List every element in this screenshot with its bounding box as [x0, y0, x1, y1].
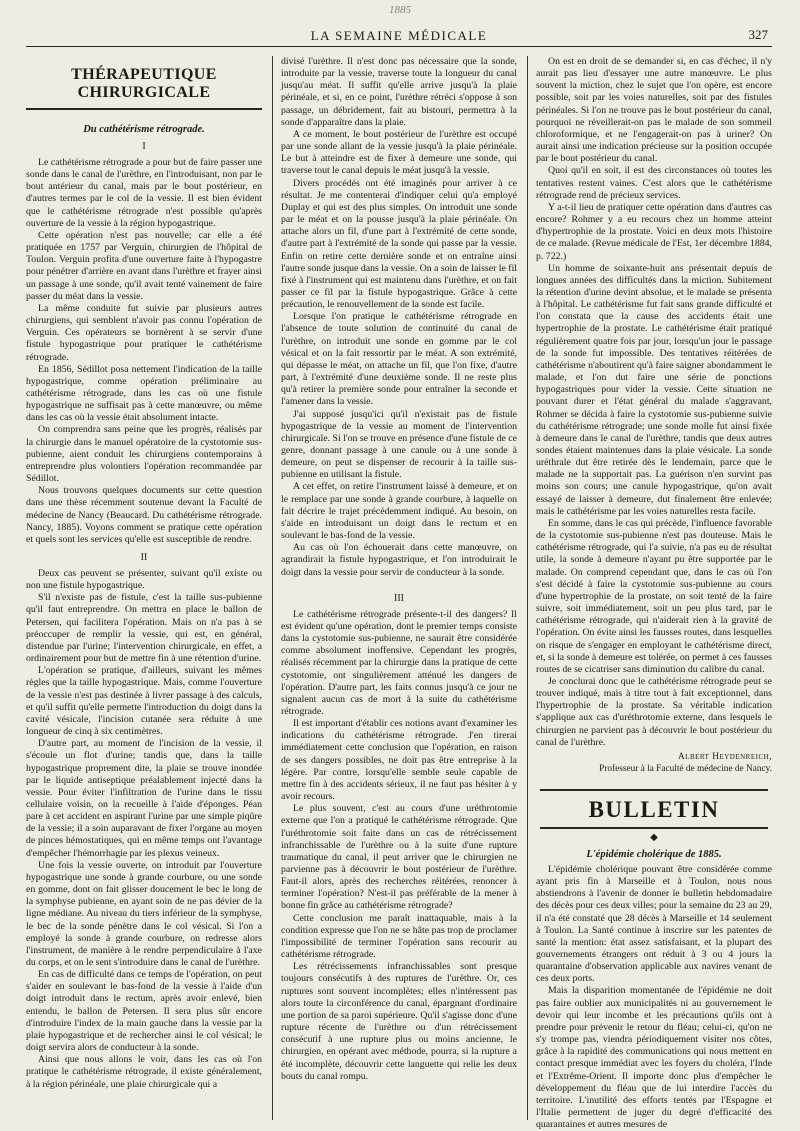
column-2 — [281, 56, 517, 1120]
page-mark: 1885 — [389, 4, 411, 16]
part-number: I — [142, 141, 146, 152]
paragraph: On est en droit de se demander si, en cas d'échec, il n'y aurait pas lieu d'essayer une autre manœuvre. Le plus souvent la miction, chez le sujet que l'on opère, est encore possible, soit par les voies naturelles, soit par des fistules périnéales. Si l'on ne trouve pas le bout postérieur du canal, pourquoi ne réveillerait-on pas le malade de son sommeil chloroformique, et ne l'engagerait-on pas à uriner? On aurait ainsi une indication précieuse sur la position occupée par le bout postérieur du canal. — [536, 56, 772, 165]
paragraph: D'autre part, au moment de l'incision de la vessie, il s'écoule un flot d'urine; tandis que, dans la taille hypogastrique proprement dite, la plaie se trouve inondée par le liquide antiseptique préalablement injecté dans la vessie. Pour éviter l'infiltration de l'urine dans le tissu cellulaire voisin, on la recueille à l'aide d'éponges. Péan pare à cet accident en aspirant l'urine par une simple piqûre de la vessie; il a soin auparavant de fixer l'organe au moyen de pinces hémostatiques, qui en même temps ont l'avantage d'empêcher l'hémorrhagie par les plexus veineux. — [26, 738, 262, 859]
paragraph: En cas de difficulté dans ce temps de l'opération, on peut s'aider en soulevant le bas-fond de la vessie à l'aide d'un doigt introduit dans le rectum, après avoir enlevé, bien entendu, le ballon de Petersen. Il sera plus sûr encore d'introduire l'index de la main gauche dans la vessie par la plaie hypogastrique et de rechercher ainsi le col vésical; le doigt servira alors de conducteur à la sonde. — [26, 969, 262, 1054]
paragraph: On comprendra sans peine que les progrès, réalisés par la chirurgie dans le manuel opératoire de la cystotomie sus-pubienne, aient conduit les chirurgiens contemporains à entreprendre plus volontiers l'opération recommandée par Sédillot. — [26, 424, 262, 485]
paragraph: En 1856, Sédillot posa nettement l'indication de la taille hypogastrique, comme opération préliminaire au cathétérisme rétrograde, dans les cas où une fistule hypogastrique ne suffisait pas à cette manœuvre, ou même dans les cas où la vessie était absolument intacte. — [26, 363, 262, 424]
page-number: 327 — [748, 27, 768, 42]
paragraph: A cet effet, on retire l'instrument laissé à demeure, et on le remplace par une sonde à grande courbure, à laquelle on fait décrire le trajet précédemment indiqué. Au besoin, on s'aide en introduisant un doigt dans le rectum et en soulevant le bas-fond de la vessie. — [281, 481, 517, 542]
paragraph: Je conclurai donc que le cathétérisme rétrograde peut se trouver indiqué, mais à titre tout à fait exceptionnel, dans l'hypertrophie de la prostate. Sa véritable indication s'applique aux cas d'uréthrotomie externe, dans lesquels le chirurgien ne parvient pas à découvrir le bout postérieur du canal de l'urèthre. — [536, 675, 772, 748]
author-name: Albert Heydenreich, — [677, 751, 772, 762]
paragraph: Une fois la vessie ouverte, on introduit par l'ouverture hypogastrique une sonde à grande courbure, ou une sonde en gomme, dont on fait glisser doucement le bec le long de la symphyse pubienne, en ayant soin de ne pas dévier de la ligne médiane. Au niveau du tiers inférieur de la symphyse, le bec de la sonde pénètre dans le col vésical. Si l'on a employé la sonde à grande courbure, on redresse alors l'instrument, de manière à le rendre perpendiculaire à l'axe du corps, et on le sent s'introduire dans le canal de l'urèthre. — [26, 859, 262, 968]
paragraph: Deux cas peuvent se présenter, suivant qu'il existe ou non une fistule hypogastrique. — [26, 568, 262, 592]
paragraph: Au cas où l'on échouerait dans cette manœuvre, on agrandirait la fistule hypogastrique, et l'on introduirait le doigt dans la vessie pour servir de conducteur à la sonde. — [281, 542, 517, 578]
paragraph: En somme, dans le cas qui précède, l'influence favorable de la cystotomie sus-pubienne n'est pas douteuse. Mais le cathétérisme rétrograde, qui l'a suivie, n'a pas eu de résultat utile, la sonde à demeure n'ayant pu être supportée par le malade. On comprend cependant que, dans le cas où l'on s'est décidé à faire la cystotomie sus-pubienne au cours d'une hypertrophie de la prostate, on soit tenté de la faire suivre, soit immédiatement, soit un peu plus tard, par le cathétérisme rétrograde, qui n'aiderait rien à la gravité de l'opération. On évite ainsi les fausses routes, dans lesquelles on risque de s'engager en employant le cathétérisme direct, et, si la sonde à demeure est tolérée, on permet à ces fausses routes de se cicatriser sans diminution du calibre du canal. — [536, 517, 772, 675]
column-3 — [536, 56, 772, 1131]
paragraph: Ainsi que nous allons le voir, dans les cas où l'on pratique le cathétérisme rétrograde, il existe généralement, à la région périnéale, une plaie chirurgicale qui a — [26, 1054, 262, 1090]
paragraph: Cette conclusion me paraît inattaquable, mais à la condition expresse que l'on ne se hâte pas trop de proclamer l'impossibilité de terminer l'opération sans recourir au cathétérisme rétrograde. — [281, 912, 517, 961]
bulletin-header — [540, 789, 768, 829]
article-title: Du cathétérisme rétrograde. — [83, 124, 205, 135]
part-number: II — [140, 552, 148, 563]
paragraph: L'opération se pratique, d'ailleurs, suivant les mêmes règles que la taille hypogastrique. Mais, comme l'ouverture de la vessie n'est pas destinée à livrer passage à des calculs, et qu'il suffit qu'elle permette l'introduction du doigt dans la cavité vésicale, l'incision cutanée sera réduite à une longueur de cinq à six centimètres. — [26, 665, 262, 738]
paragraph: La même conduite fut suivie par plusieurs autres chirurgiens, qui semblent n'avoir pas connu l'opération de Verguin. Ces opérateurs se bornèrent à se servir d'une fistule hypogastrique pour pratiquer le cathétérisme rétrograde. — [26, 302, 262, 363]
bulletin-subtitle: L'épidémie cholérique de 1885. — [586, 848, 722, 860]
paragraph: L'épidémie cholérique pouvant être considérée comme ayant pris fin à Marseille et à Toulon, nous nous abstiendrons à l'avenir de donner le bulletin hebdomadaire des décès pour ces deux villes; pour la semaine du 23 au 29, il n'a été constaté que 28 décès à Marseille et 14 seulement à Toulon. La Santé continue à inscrire sur les patentes de santé la mention: état assez satisfaisant, et la plupart des gouvernements étrangers ont réduit à 3 ou 4 jours la quarantaine d'observation applicable aux navires venant de ces deux ports. — [536, 863, 772, 985]
paragraph: Y a-t-il lieu de pratiquer cette opération dans d'autres cas encore? Rohmer y a eu recours chez un homme atteint d'hypertrophie de la prostate. Voici en deux mots l'histoire de ce malade. (Revue médicale de l'Est, 1er décembre 1884, p. 722.) — [536, 201, 772, 262]
paragraph: Il est important d'établir ces notions avant d'examiner les indications du cathétérisme rétrograde. J'en tirerai immédiatement cette conclusion que l'opération, en raison de ses dangers possibles, ne doit pas être entreprise à la légère. Par contre, lorsqu'elle semble seule capable de mettre fin à des accidents sérieux, il ne faut pas hésiter à y avoir recours. — [281, 718, 517, 803]
paragraph: J'ai supposé jusqu'ici qu'il n'existait pas de fistule hypogastrique de la vessie au moment de l'intervention chirurgicale. Si l'on se trouve en présence d'une fistule de ce genre, donnant passage à une canule ou à une sonde à demeure, on peut se dispenser de recourir à la taille sus-pubienne en utilisant la fistule. — [281, 408, 517, 481]
paragraph: Un homme de soixante-huit ans présentait depuis de longues années des difficultés dans la miction. Subitement la rétention d'urine devint absolue, et le malade se présenta à l'hôpital. Le cathétérisme fut fait sans grande difficulté et l'on constata que la cause des accidents était une hypertrophie de la prostate. Le cathétérisme était pratiqué régulièrement quatre fois par jour, lorsqu'un jour le passage de la sonde fut impossible. Des tentatives réitérées de cathétérisme n'aboutirent qu'à faire saigner abondamment le malade, et l'on dut faire une série de ponctions hypogastriques pour vider la vessie. Cette situation ne pouvant durer et l'état général du malade s'aggravant, Rohmer se décida à faire la cystotomie sus-pubienne suivie du cathétérisme rétrograde; une sonde molle fut ainsi fixée à demeure dans le canal de l'urèthre, tandis que deux autres sondes étaient maintenues dans la plaie vésicale. La sonde uréthrale dut être retirée dès le lendemain, parce que le malade ne la supportait pas. La guérison n'en survint pas moins son cours; une canule hypogastrique, qu'on avait essayé de laisser à demeure, dut finalement être enlevée; mais le cathétérisme par les voies naturelles resta facile. — [536, 262, 772, 517]
section-title: THÉRAPEUTIQUE CHIRURGICALE — [26, 66, 262, 110]
paragraph: Cette opération n'est pas nouvelle; car elle a été pratiquée en 1757 par Verguin, chirurgien de l'hôpital de Toulon. Verguin profita d'une ouverture faite à l'hypogastre pour pénétrer d'arrière en avant dans l'urèthre et frayer ainsi un passage à une sonde, qu'il avait tenté vainement de faire passer du méat dans la vessie. — [26, 229, 262, 302]
paragraph: Divers procédés ont été imaginés pour arriver à ce résultat. Je me contenterai d'indiquer celui qu'a employé Duplay et qui est des plus simples. On introduit une sonde par le méat et on la pousse jusqu'à la plaie périnéale. On attache alors un fil, d'une part à l'extrémité de cette sonde, d'autre part à l'extrémité de la sonde qui passe par la vessie. Enfin on retire cette dernière sonde et on entraîne ainsi l'autre sonde jusque dans la vessie. On a soin de laisser le fil fixé à l'instrument qui est maintenu dans l'urèthre, et on fait passer ce fil par la fistule hypogastrique. Grâce à cette précaution, le renouvellement de la sonde est facile. — [281, 177, 518, 311]
article-columns — [26, 56, 772, 1131]
paragraph: Le cathétérisme rétrograde présente-t-il des dangers? Il est évident qu'une opération, dont le premier temps consiste dans la cystotomie sus-pubienne, ne saurait être considérée comme absolument inoffensive. Cependant les progrès, réalisés récemment par la chirurgie dans la pratique de cette cystotomie, ont singulièrement atténué les dangers de l'opération. D'autre part, les faits connus jusqu'à ce jour ne signalent aucun cas de mort à la suite du cathétérisme rétrograde. — [281, 608, 517, 717]
column-rule — [272, 56, 273, 1120]
author-role: Professeur à la Faculté de médecine de Nancy. — [599, 763, 772, 774]
paragraph: divisé l'urèthre. Il n'est donc pas nécessaire que la sonde, introduite par la vessie, traverse toute la longueur du canal jusqu'au méat. Il suffit qu'elle arrive jusqu'à la plaie périnéale, et si, en ce point, l'urèthre rétréci s'oppose à son passage, un débridement, fait au bistouri, permettra à la sonde d'apparaître dans la plaie. — [281, 56, 517, 128]
paragraph: Mais la disparition momentanée de l'épidémie ne doit pas faire oublier aux municipalités ni au gouvernement le devoir qui leur incombe et les précautions qu'ils ont à prendre pour prévenir le retour du fléau; celui-ci, qu'on ne s'y trompe pas, viendra périodiquement visiter nos côtes, grâce à la rapidité des communications qui nous mettent en contact presque immédiat avec les foyers du choléra, l'Inde et l'Extrême-Orient. Il importe donc plus d'empêcher le développement du fléau que de lui interdire l'accès du territoire. L'inutilité des efforts tentés par l'Espagne et l'Italie permettent de juger du degré d'efficacité des quarantaines et autres mesures de — [536, 985, 772, 1131]
paragraph: S'il n'existe pas de fistule, c'est la taille sus-pubienne qu'il faut entreprendre. On mettra en place le ballon de Petersen, qui facilitera l'opération. Mais on n'a pas à se préoccuper de remplir la vessie, qui est, en général, distendue par l'urine; l'intervention chirurgicale, en effet, a ordinairement pour but de mettre fin à une rétention d'urine. — [26, 592, 262, 665]
journal-title: LA SEMAINE MÉDICALE — [310, 28, 488, 43]
paragraph: Le plus souvent, c'est au cours d'une uréthrotomie externe que l'on a pratiqué le cathétérisme rétrograde. Que l'uréthrotomie soit faite dans un cas de rétrécissement infranchissable de l'urèthre ou à la suite d'une rupture traumatique du canal, il peut arriver que le chirurgien ne parvienne pas à découvrir le bout postérieur de l'urèthre. Faut-il alors, après des recherches réitérées, renoncer à terminer l'opération? N'est-il pas préférable de la mener à bonne fin grâce au cathétérisme rétrograde? — [281, 803, 517, 912]
paragraph: A ce moment, le bout postérieur de l'urèthre est occupé par une sonde allant de la vessie jusqu'à la plaie périnéale. Le but à atteindre est de fixer à demeure une sonde, qui traverse tout le canal depuis le méat jusqu'à la vessie. — [281, 128, 517, 177]
column-rule — [527, 56, 528, 1120]
paragraph: Quoi qu'il en soit, il est des circonstances où toutes les tentatives restent vaines. C'est alors que le cathétérisme rétrograde rend de précieux services. — [536, 165, 772, 201]
diamond-ornament-icon: ◆ — [650, 831, 658, 843]
paragraph: Les rétrécissements infranchissables sont presque toujours consécutifs à des ruptures de l'urèthre. Or, ces ruptures sont souvent incomplètes; elles n'intéressent pas alors toute la circonférence du canal, épargnant d'ordinaire une portion de sa paroi supérieure. Qu'il s'agisse donc d'une rupture récente de l'urèthre ou d'un rétrécissement consécutif à une rupture plus ou moins ancienne, le chirurgien, en opérant avec méthode, pourra, si la rupture a été incomplète, découvrir cette languette qui relie les deux bouts du canal rompu. — [281, 961, 517, 1082]
paragraph: Nous trouvons quelques documents sur cette question dans une thèse récemment soutenue devant la Faculté de médecine de Nancy (Beaucard. Du cathétérisme rétrograde. Nancy, 1885). Voyons comment se pratique cette opération et quels sont les services qu'elle est susceptible de rendre. — [26, 485, 262, 545]
paragraph: Lorsque l'on pratique le cathétérisme rétrograde en l'absence de toute solution de continuité du canal de l'urèthre, on introduit une sonde en gomme par le col vésical et on la fait ressortir par le méat. A son extrémité, qui dépasse le méat, on attache un fil, que l'on fixe, d'autre part, à l'extrémité d'une deuxième sonde. Il ne reste plus qu'à retirer la première sonde pour entraîner la seconde et l'amener dans la vessie. — [281, 311, 517, 408]
bulletin-title: BULLETIN — [588, 796, 720, 822]
running-head — [26, 26, 772, 47]
signature — [536, 751, 772, 775]
paragraph: Le cathétérisme rétrograde a pour but de faire passer une sonde dans le canal de l'urèthre, en l'introduisant, non par le bout antérieur du canal, mais par le bout postérieur, en d'autres termes par le col de la vessie. Il est bien évident que le cathétérisme rétrograde n'est possible qu'après ouverture de la vessie à la région hypogastrique. — [26, 157, 262, 229]
part-number: III — [394, 592, 404, 604]
column-1 — [26, 56, 262, 1120]
